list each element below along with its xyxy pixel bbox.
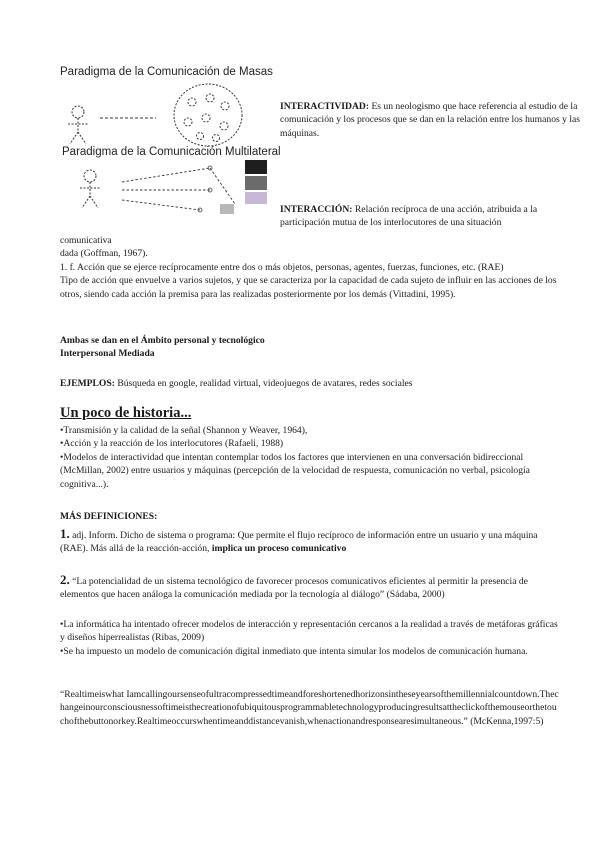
interaccion-cont-1: comunicativa: [60, 235, 112, 246]
interactividad-text: Es un neologismo que hace referencia al estudio de la comunicación y los procesos que se dan en la relación entre los humanos y las máquinas.: [280, 101, 580, 139]
bullet-item: •La informática ha intentado ofrecer modelos de interacción y representación cercanos a la realidad a través de metáforas gráficas y diseños hiperrealistas (Ribas, 2009): [60, 619, 558, 644]
thumbnail-image: [220, 204, 234, 214]
ejemplos-block: [60, 377, 560, 390]
interaccion-def-vittadini: Tipo de acción que envuelve a varios sujetos, y que se caracteriza por la capacidad de cada sujeto de influir en las acciones de los otros, siendo cada acción la premisa para las realizadas posteriormente por los demás (Vittadini, 1995).: [60, 275, 557, 300]
mckenna-quote: [60, 688, 560, 728]
quote-text: “Realtimeiswhat Iamcallingoursenseofultracompressedtimeandforeshortenedhorizonsintheseyearsofthemillennialcountdown.Thechangeinourconsciousnessoftimeisthecreationofubiquitousprogrammabletechnologyproducingresultsattheclickofthemouseorthetouchofthebuttonorkey.Realtimeoccurswhentimeanddistancevanish,whenactionandresponsearesimultaneous.”: [60, 689, 559, 727]
historia-item: •Modelos de interactividad que intentan contemplar todos los factores que intervienen en una conversación bidireccional (McMillan, 2002) entre usuarios y máquinas (percepción de la velocidad de respuesta, comunicación no verbal, psicología cognitiva...).: [60, 451, 530, 490]
definicion-1: [60, 527, 560, 556]
figure-title-multilateral: Paradigma de la Comunicación Multilateral: [62, 146, 281, 158]
interaccion-continuation: [60, 234, 560, 301]
thumbnail-image: [245, 176, 267, 190]
ambos-block: [60, 334, 560, 361]
informatica-bullets: [60, 618, 560, 658]
ambos-line-2: Interpersonal Mediada: [60, 348, 155, 360]
historia-item: •Acción y la reacción de los interlocutores (Rafaeli, 1988): [60, 438, 284, 450]
thumbnail-image: [245, 192, 267, 204]
historia-heading: Un poco de historia...: [60, 405, 192, 421]
definicion-2-text: “La potencialidad de un sistema tecnológico de favorecer procesos comunicativos eficientes al permitir la presencia de elementos que hacen análoga la comunicación mediada por la tecnología al diálogo” (Sádaba, 2000): [60, 576, 528, 601]
ejemplos-label: EJEMPLOS:: [60, 378, 115, 389]
definicion-1-number: 1.: [60, 526, 70, 541]
interaccion-text: Relación recíproca de una acción, atribuida a la participación mutua de los interlocutores de una situación: [280, 204, 538, 229]
person-icon: [80, 170, 100, 208]
thumbnail-image: [245, 160, 267, 174]
definicion-2-number: 2.: [60, 572, 70, 587]
small-node-icons: [198, 166, 212, 212]
audience-cluster-icon: [174, 84, 242, 146]
definicion-1-bold: implica un proceso comunicativo: [211, 543, 347, 555]
mas-definiciones-heading: MÁS DEFINICIONES:: [60, 511, 158, 522]
interaccion-definition: [280, 203, 580, 230]
multilateral-communication-diagram: [60, 160, 270, 220]
interactividad-definition: [280, 100, 580, 140]
figure-title-masas: Paradigma de la Comunicación de Masas: [60, 66, 273, 78]
network-lines: [122, 168, 235, 210]
definicion-2: [60, 573, 560, 602]
ambos-line-1: Ambas se dan en el Ámbito personal y tecnológico: [60, 335, 265, 346]
interactividad-term: INTERACTIVIDAD:: [280, 101, 370, 112]
bullet-item: •Se ha impuesto un modelo de comunicación digital inmediato que intenta simular los modelos de comunicación humana.: [60, 645, 528, 657]
quote-citation: (McKenna,1997:5): [470, 715, 544, 727]
person-icon: [68, 106, 88, 144]
mass-communication-diagram: [60, 80, 260, 150]
interaccion-def-rae: 1. f. Acción que se ejerce recíprocamente entre dos o más objetos, personas, agentes, fuerzas, funciones, etc. (RAE): [60, 261, 504, 273]
interaccion-term: INTERACCIÓN:: [280, 204, 353, 215]
historia-list: [60, 424, 560, 491]
ejemplos-text: Búsqueda en google, realidad virtual, videojuegos de avatares, redes sociales: [117, 378, 413, 389]
definicion-1-text: adj. Inform. Dicho de sistema o programa: Que permite el flujo recíproco de información entre un usuario y una máquina (RAE). Más allá de la reacción-acción,: [60, 530, 538, 555]
historia-item: •Transmisión y la calidad de la señal (Shannon y Weaver, 1964),: [60, 425, 308, 436]
interaccion-cont-2: dada (Goffman, 1967).: [60, 248, 148, 260]
